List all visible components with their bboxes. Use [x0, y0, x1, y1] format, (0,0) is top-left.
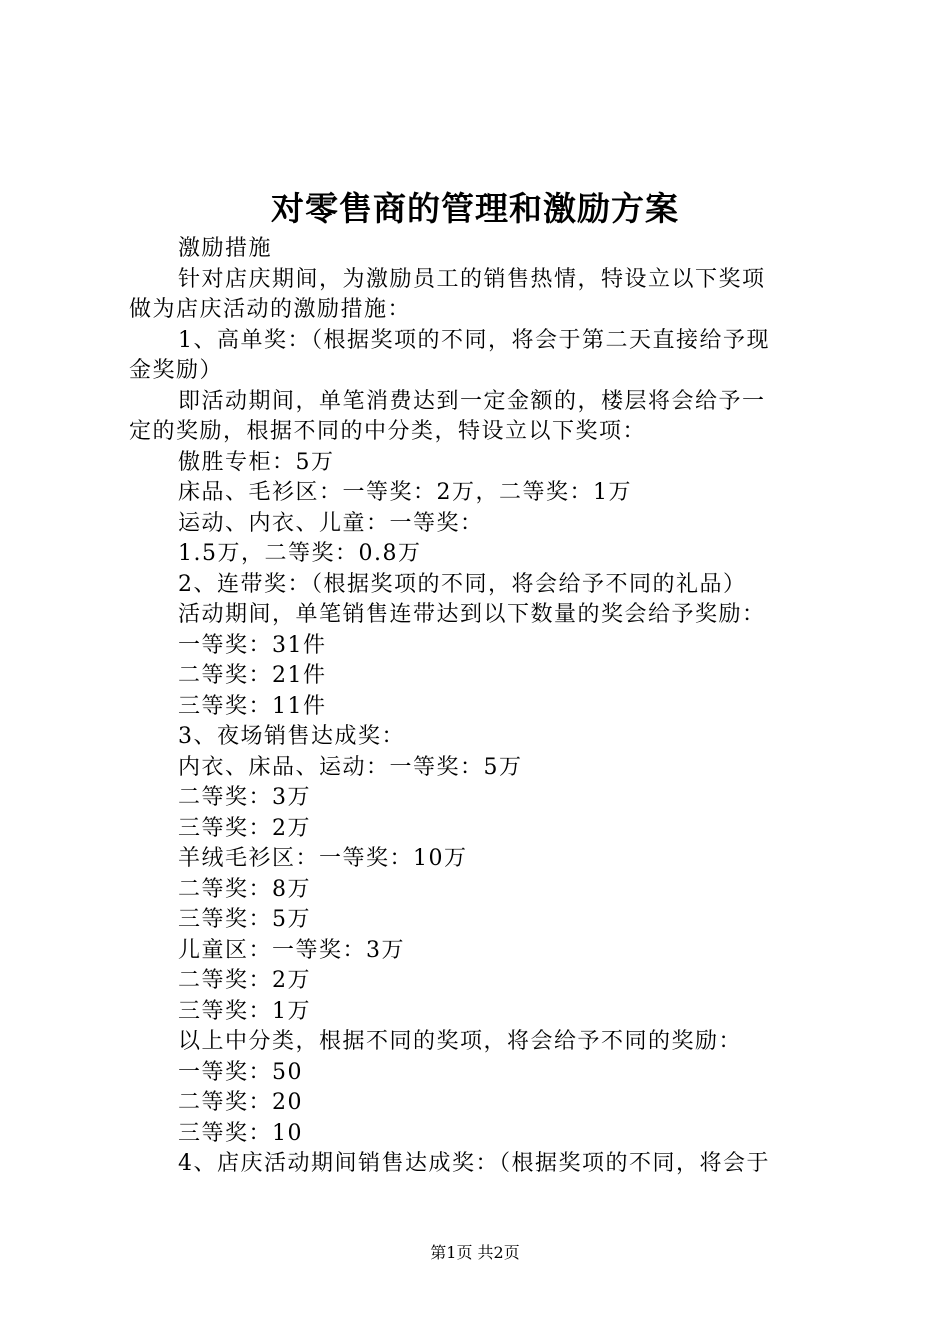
body-text-line: 3、夜场销售达成奖：: [178, 724, 405, 749]
body-text-line: 金奖励）: [129, 358, 224, 383]
body-text-line: 二等奖：21件: [178, 663, 327, 688]
body-text-line: 2、连带奖：（根据奖项的不同，将会给予不同的礼品）: [178, 571, 747, 597]
body-text-line: 1.5万，二等奖：0.8万: [178, 541, 422, 566]
page-footer: 第1页 共2页: [430, 1243, 520, 1262]
body-text-line: 活动期间，单笔销售连带达到以下数量的奖会给予奖励：: [178, 602, 766, 627]
body-text-line: 儿童区：一等奖：3万: [178, 937, 405, 963]
body-text-line: 二等奖：20: [178, 1090, 303, 1115]
body-text-line: 二等奖：3万: [178, 785, 311, 810]
body-text-line: 4、店庆活动期间销售达成奖：（根据奖项的不同，将会于: [178, 1151, 770, 1176]
body-text-line: 一等奖：31件: [178, 632, 327, 658]
body-text-line: 即活动期间，单笔消费达到一定金额的，楼层将会给予一: [178, 388, 766, 414]
body-text-line: 定的奖励，根据不同的中分类，特设立以下奖项：: [129, 419, 647, 444]
body-text-line: 1、高单奖：（根据奖项的不同，将会于第二天直接给予现: [178, 327, 770, 353]
body-text-line: 做为店庆活动的激励措施：: [129, 297, 412, 322]
body-text-line: 羊绒毛衫区：一等奖：10万: [178, 846, 468, 871]
body-text-line: 运动、内衣、儿童：一等奖：: [178, 510, 484, 536]
body-text-line: 三等奖：10: [178, 1120, 303, 1146]
body-text-line: 一等奖：50: [178, 1059, 303, 1085]
body-text-line: 二等奖：8万: [178, 876, 311, 902]
body-text-line: 以上中分类，根据不同的奖项，将会给予不同的奖励：: [178, 1029, 743, 1054]
body-text-line: 床品、毛衫区：一等奖：2万，二等奖：1万: [178, 480, 632, 505]
body-text-line: 傲胜专柜：5万: [178, 449, 335, 475]
body-text-line: 内衣、床品、运动：一等奖：5万: [178, 754, 523, 780]
document-title: 对零售商的管理和激励方案: [271, 189, 679, 228]
body-text-line: 三等奖：2万: [178, 815, 311, 841]
body-text-line: 二等奖：2万: [178, 968, 311, 993]
body-text-line: 三等奖：1万: [178, 998, 311, 1024]
body-text-line: 针对店庆期间，为激励员工的销售热情，特设立以下奖项: [178, 266, 766, 292]
document-body: [129, 234, 835, 1180]
body-text-line: 三等奖：5万: [178, 907, 311, 932]
body-text-line: 三等奖：11件: [178, 693, 327, 719]
body-text-line: 激励措施: [178, 236, 273, 261]
